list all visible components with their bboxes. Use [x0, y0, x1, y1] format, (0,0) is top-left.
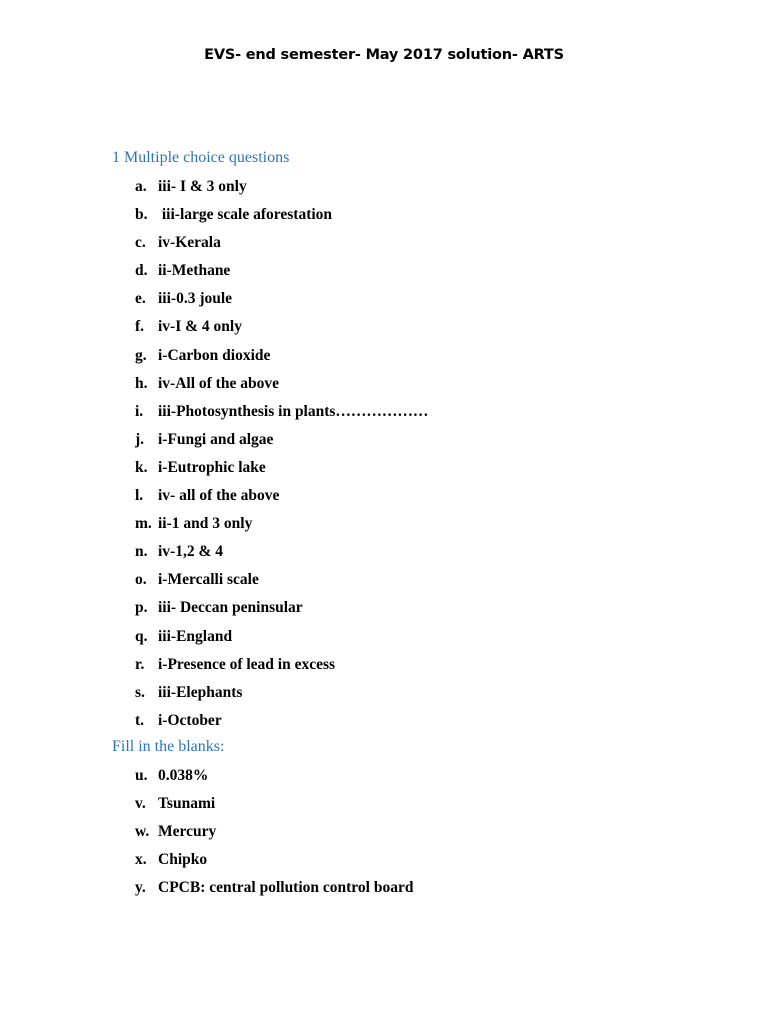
item-text: Tsunami: [158, 795, 216, 813]
item-text: iv-All of the above: [158, 374, 279, 392]
item-text: ii-Methane: [158, 262, 231, 280]
item-letter: t.: [135, 711, 145, 729]
item-letter: b.: [135, 206, 148, 224]
item-text: ii-1 and 3 only: [158, 515, 253, 533]
item-letter: c.: [135, 234, 146, 252]
item-letter: j.: [135, 430, 145, 448]
item-text: iii-England: [158, 627, 233, 645]
item-text: i-Mercalli scale: [158, 571, 259, 589]
item-letter: d.: [135, 262, 148, 280]
item-letter: a.: [135, 178, 147, 195]
item-letter: x.: [135, 851, 147, 869]
item-text: i-October: [158, 711, 222, 729]
item-text: iv- all of the above: [158, 487, 280, 505]
item-text: iv-1,2 & 4: [158, 543, 224, 561]
item-letter: m.: [135, 515, 152, 533]
section-heading-mcq: 1 Multiple choice questions: [112, 149, 290, 166]
item-text: Chipko: [158, 851, 208, 869]
page-title: EVS- end semester- May 2017 solution- ARTS: [204, 47, 564, 63]
item-letter: g.: [135, 346, 147, 364]
item-text: i-Carbon dioxide: [158, 346, 271, 364]
item-letter: y.: [135, 879, 146, 897]
item-text: Mercury: [158, 823, 217, 841]
item-letter: k.: [135, 458, 148, 476]
item-letter: e.: [135, 290, 146, 308]
item-text: iv-Kerala: [158, 234, 221, 252]
item-text: i-Fungi and algae: [158, 430, 274, 448]
item-text: iii-0.3 joule: [158, 290, 233, 308]
item-letter: l.: [135, 487, 144, 505]
item-text: iii-large scale aforestation: [158, 206, 333, 224]
item-text: CPCB: central pollution control board: [158, 879, 414, 897]
item-text: iii-Elephants: [158, 683, 243, 701]
item-text: iii- Deccan peninsular: [158, 599, 303, 617]
item-letter: q.: [135, 627, 148, 645]
item-text: iii- I & 3 only: [158, 178, 247, 195]
item-text: 0.038%: [158, 767, 209, 784]
item-letter: u.: [135, 767, 148, 784]
item-text: iv-I & 4 only: [158, 318, 242, 336]
item-letter: o.: [135, 571, 147, 589]
item-letter: s.: [135, 683, 145, 701]
item-letter: v.: [135, 795, 146, 813]
section-heading-fill-blanks: Fill in the blanks:: [112, 738, 225, 755]
item-text: iii-Photosynthesis in plants………………: [158, 402, 429, 420]
item-letter: r.: [135, 655, 145, 673]
item-letter: p.: [135, 599, 148, 617]
item-letter: f.: [135, 318, 145, 336]
item-letter: h.: [135, 374, 148, 392]
item-letter: w.: [135, 823, 150, 841]
item-text: i-Eutrophic lake: [158, 458, 266, 476]
item-letter: i.: [135, 402, 144, 420]
item-letter: n.: [135, 543, 148, 561]
item-text: i-Presence of lead in excess: [158, 655, 336, 673]
